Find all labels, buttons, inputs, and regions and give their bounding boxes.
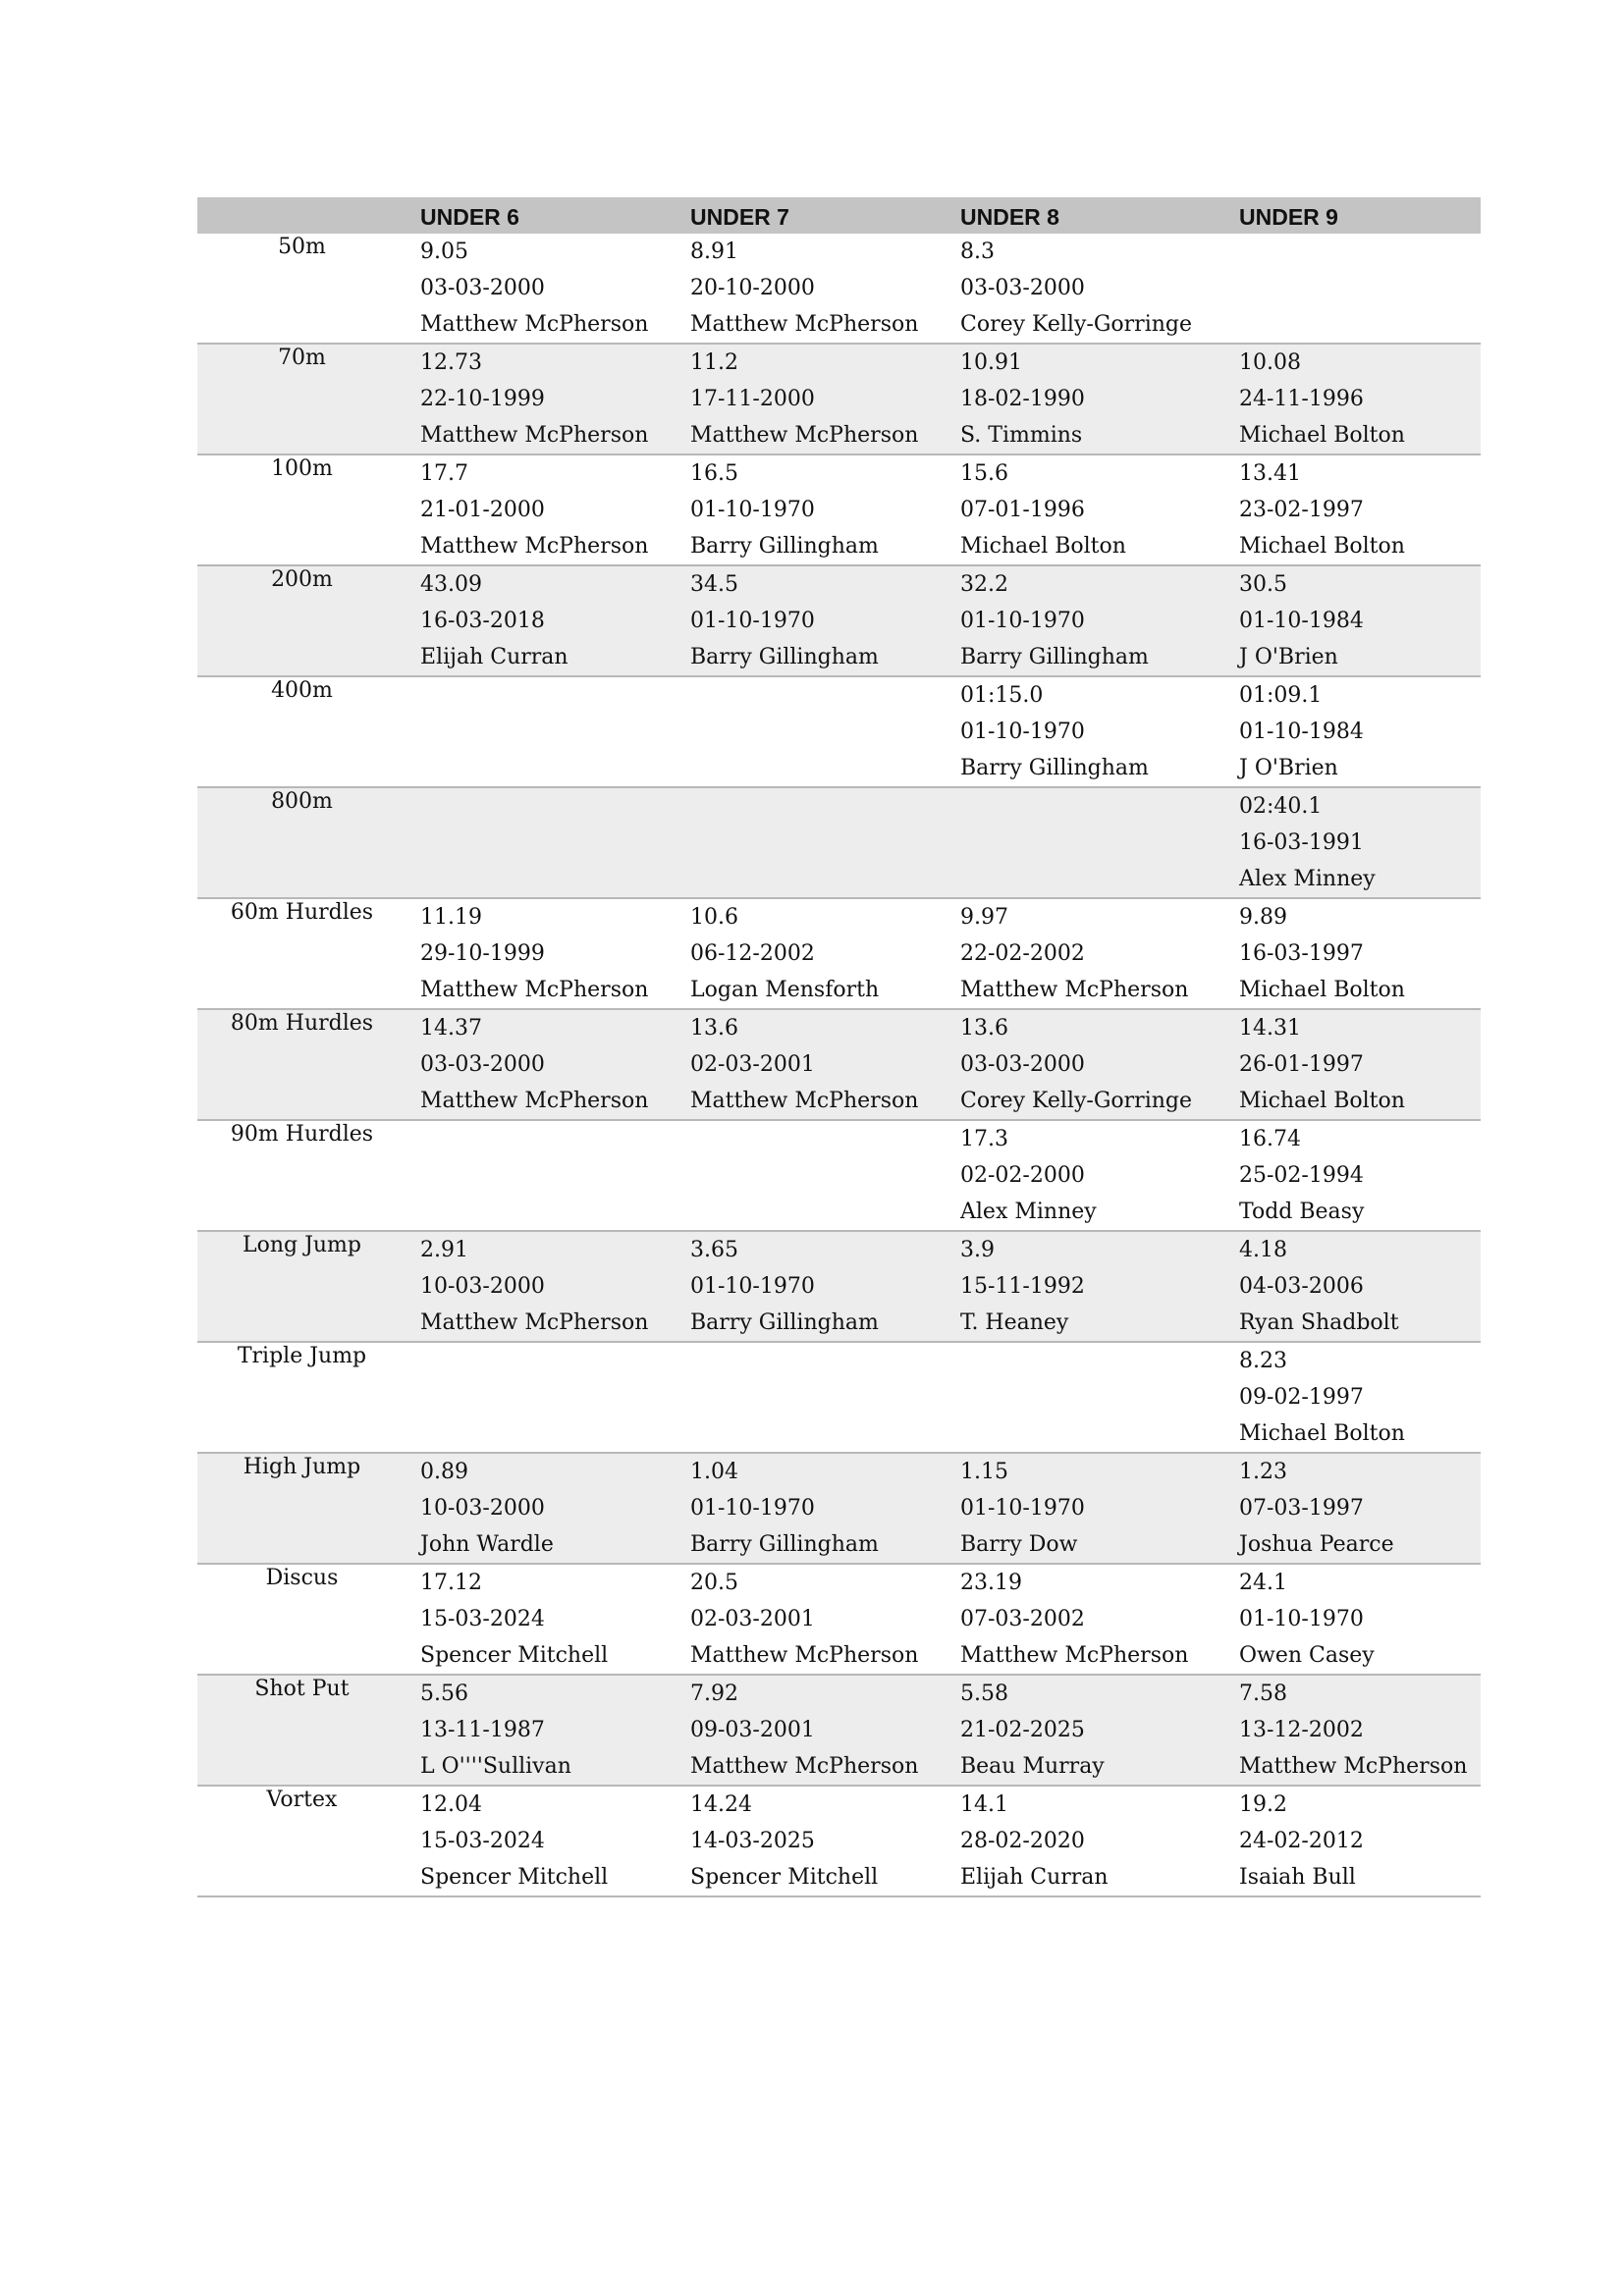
record-cell: [947, 1342, 1225, 1453]
table-row: [197, 1675, 1481, 1786]
record-holder: Matthew McPherson: [1239, 1754, 1468, 1779]
event-name: 50m: [197, 234, 406, 344]
event-name: Vortex: [197, 1786, 406, 1896]
event-name: 800m: [197, 787, 406, 898]
record-value: 15.6: [960, 461, 1008, 486]
record-value: 9.97: [960, 905, 1008, 930]
record-date: 28-02-2020: [960, 1829, 1085, 1853]
record-date: 18-02-1990: [960, 387, 1085, 411]
record-date: 01-10-1970: [1239, 1607, 1364, 1631]
table-row: [197, 1342, 1481, 1453]
record-holder: Michael Bolton: [1239, 534, 1405, 559]
record-date: 16-03-2018: [420, 609, 545, 633]
record-cell: [406, 454, 677, 565]
record-cell: [947, 1564, 1225, 1675]
record-date: 06-12-2002: [690, 941, 815, 966]
record-holder: Matthew McPherson: [960, 1643, 1189, 1668]
record-holder: J O'Brien: [1239, 756, 1338, 780]
record-value: 16.5: [690, 461, 738, 486]
record-cell: [406, 1231, 677, 1342]
record-holder: Spencer Mitchell: [420, 1865, 609, 1890]
record-holder: Matthew McPherson: [690, 1754, 919, 1779]
record-date: 23-02-1997: [1239, 498, 1364, 522]
record-date: 22-02-2002: [960, 941, 1085, 966]
record-date: 16-03-1997: [1239, 941, 1364, 966]
record-cell: [677, 454, 947, 565]
record-holder: Beau Murray: [960, 1754, 1105, 1779]
record-holder: L O''''Sullivan: [420, 1754, 571, 1779]
table-row: [197, 1231, 1481, 1342]
record-value: 4.18: [1239, 1238, 1287, 1262]
record-value: 24.1: [1239, 1571, 1287, 1595]
record-date: 15-11-1992: [960, 1274, 1085, 1299]
record-holder: Matthew McPherson: [420, 312, 649, 337]
record-date: 01-10-1970: [960, 1496, 1085, 1521]
record-value: 3.9: [960, 1238, 995, 1262]
record-date: 04-03-2006: [1239, 1274, 1364, 1299]
record-value: 2.91: [420, 1238, 468, 1262]
header-under-6: UNDER 6: [406, 197, 677, 234]
record-holder: Matthew McPherson: [420, 978, 649, 1002]
record-cell: [1225, 1231, 1481, 1342]
table-header-row: [197, 197, 1481, 234]
record-value: 14.37: [420, 1016, 482, 1041]
record-date: 10-03-2000: [420, 1496, 545, 1521]
record-cell: [947, 1231, 1225, 1342]
record-date: 03-03-2000: [420, 1052, 545, 1077]
record-cell: [947, 676, 1225, 787]
record-date: 03-03-2000: [960, 276, 1085, 300]
record-cell: [947, 234, 1225, 344]
record-date: 09-02-1997: [1239, 1385, 1364, 1410]
record-value: 8.23: [1239, 1349, 1287, 1373]
event-name: Discus: [197, 1564, 406, 1675]
record-value: 12.73: [420, 350, 482, 375]
record-holder: Matthew McPherson: [420, 1310, 649, 1335]
event-name: 80m Hurdles: [197, 1009, 406, 1120]
record-cell: [677, 1342, 947, 1453]
event-name: Long Jump: [197, 1231, 406, 1342]
record-cell: [406, 787, 677, 898]
table-row: [197, 565, 1481, 676]
record-value: 19.2: [1239, 1792, 1287, 1817]
record-holder: Alex Minney: [960, 1200, 1097, 1224]
record-value: 16.74: [1239, 1127, 1301, 1151]
record-value: 9.89: [1239, 905, 1287, 930]
record-date: 01-10-1970: [690, 1274, 815, 1299]
record-value: 34.5: [690, 572, 738, 597]
record-cell: [406, 898, 677, 1009]
event-name: 200m: [197, 565, 406, 676]
record-value: 10.08: [1239, 350, 1301, 375]
record-cell: [947, 344, 1225, 454]
record-date: 09-03-2001: [690, 1718, 815, 1742]
record-holder: J O'Brien: [1239, 645, 1338, 669]
record-cell: [1225, 344, 1481, 454]
record-cell: [947, 1786, 1225, 1896]
record-value: 02:40.1: [1239, 794, 1323, 819]
record-cell: [406, 676, 677, 787]
record-value: 43.09: [420, 572, 482, 597]
record-date: 02-03-2001: [690, 1607, 815, 1631]
record-date: 07-03-2002: [960, 1607, 1085, 1631]
record-holder: Matthew McPherson: [690, 1643, 919, 1668]
record-cell: [406, 1342, 677, 1453]
record-date: 17-11-2000: [690, 387, 815, 411]
record-holder: Ryan Shadbolt: [1239, 1310, 1399, 1335]
record-value: 3.65: [690, 1238, 738, 1262]
record-value: 1.23: [1239, 1460, 1287, 1484]
record-cell: [1225, 1120, 1481, 1231]
record-holder: Owen Casey: [1239, 1643, 1375, 1668]
record-cell: [677, 1009, 947, 1120]
record-value: 13.41: [1239, 461, 1301, 486]
event-name: 100m: [197, 454, 406, 565]
record-date: 01-10-1970: [690, 498, 815, 522]
record-holder: Matthew McPherson: [690, 1089, 919, 1113]
table-row: [197, 1564, 1481, 1675]
record-cell: [406, 1009, 677, 1120]
record-value: 1.15: [960, 1460, 1008, 1484]
record-value: 7.92: [690, 1682, 738, 1706]
record-holder: Matthew McPherson: [420, 534, 649, 559]
record-value: 01:09.1: [1239, 683, 1323, 708]
record-cell: [947, 565, 1225, 676]
record-cell: [406, 1786, 677, 1896]
record-holder: Corey Kelly-Gorringe: [960, 1089, 1192, 1113]
record-holder: Elijah Curran: [960, 1865, 1109, 1890]
record-holder: Matthew McPherson: [960, 978, 1189, 1002]
record-value: 10.91: [960, 350, 1022, 375]
record-cell: [406, 1564, 677, 1675]
record-cell: [947, 787, 1225, 898]
record-cell: [947, 1009, 1225, 1120]
record-date: 29-10-1999: [420, 941, 545, 966]
table-row: [197, 898, 1481, 1009]
record-date: 01-10-1970: [690, 609, 815, 633]
record-date: 25-02-1994: [1239, 1163, 1364, 1188]
record-holder: Michael Bolton: [1239, 978, 1405, 1002]
record-value: 14.31: [1239, 1016, 1301, 1041]
record-value: 9.05: [420, 240, 468, 264]
record-holder: Michael Bolton: [1239, 1089, 1405, 1113]
record-date: 14-03-2025: [690, 1829, 815, 1853]
event-name: Shot Put: [197, 1675, 406, 1786]
record-cell: [677, 1120, 947, 1231]
record-value: 17.12: [420, 1571, 482, 1595]
record-cell: [406, 234, 677, 344]
table-row: [197, 234, 1481, 344]
table-row: [197, 344, 1481, 454]
record-holder: Elijah Curran: [420, 645, 568, 669]
record-holder: Barry Dow: [960, 1532, 1078, 1557]
record-holder: Michael Bolton: [1239, 423, 1405, 448]
record-cell: [947, 1120, 1225, 1231]
record-cell: [1225, 454, 1481, 565]
record-holder: Barry Gillingham: [690, 645, 879, 669]
record-date: 10-03-2000: [420, 1274, 545, 1299]
record-date: 22-10-1999: [420, 387, 545, 411]
record-cell: [677, 1786, 947, 1896]
record-cell: [947, 1675, 1225, 1786]
record-value: 13.6: [690, 1016, 738, 1041]
record-holder: Barry Gillingham: [690, 1532, 879, 1557]
event-name: 90m Hurdles: [197, 1120, 406, 1231]
record-value: 14.24: [690, 1792, 752, 1817]
record-date: 15-03-2024: [420, 1607, 545, 1631]
record-date: 03-03-2000: [960, 1052, 1085, 1077]
header-under-9: UNDER 9: [1225, 197, 1481, 234]
record-cell: [406, 344, 677, 454]
record-cell: [406, 1120, 677, 1231]
record-date: 07-01-1996: [960, 498, 1085, 522]
record-holder: Matthew McPherson: [690, 423, 919, 448]
record-value: 17.7: [420, 461, 468, 486]
record-cell: [1225, 787, 1481, 898]
record-date: 16-03-1991: [1239, 830, 1364, 855]
record-date: 01-10-1970: [960, 720, 1085, 744]
record-date: 02-02-2000: [960, 1163, 1085, 1188]
record-value: 17.3: [960, 1127, 1008, 1151]
record-cell: [677, 787, 947, 898]
event-name: 400m: [197, 676, 406, 787]
record-value: 13.6: [960, 1016, 1008, 1041]
record-value: 5.56: [420, 1682, 468, 1706]
record-date: 20-10-2000: [690, 276, 815, 300]
record-holder: John Wardle: [420, 1532, 554, 1557]
record-cell: [1225, 676, 1481, 787]
record-cell: [677, 565, 947, 676]
table-row: [197, 1009, 1481, 1120]
record-date: 01-10-1984: [1239, 720, 1364, 744]
header-under-8: UNDER 8: [947, 197, 1225, 234]
record-value: 11.2: [690, 350, 738, 375]
record-holder: Joshua Pearce: [1239, 1532, 1394, 1557]
record-value: 23.19: [960, 1571, 1022, 1595]
record-holder: Michael Bolton: [1239, 1421, 1405, 1446]
table-row: [197, 787, 1481, 898]
record-holder: Michael Bolton: [960, 534, 1126, 559]
record-holder: T. Heaney: [960, 1310, 1069, 1335]
record-value: 1.04: [690, 1460, 738, 1484]
record-date: 01-10-1984: [1239, 609, 1364, 633]
record-date: 24-02-2012: [1239, 1829, 1364, 1853]
table-row: [197, 676, 1481, 787]
event-name: High Jump: [197, 1453, 406, 1564]
record-date: 26-01-1997: [1239, 1052, 1364, 1077]
record-value: 8.91: [690, 240, 738, 264]
record-cell: [1225, 234, 1481, 344]
record-holder: Alex Minney: [1239, 867, 1376, 891]
record-date: 15-03-2024: [420, 1829, 545, 1853]
record-holder: Matthew McPherson: [690, 312, 919, 337]
record-value: 10.6: [690, 905, 738, 930]
record-cell: [947, 454, 1225, 565]
event-name: 60m Hurdles: [197, 898, 406, 1009]
record-value: 30.5: [1239, 572, 1287, 597]
record-cell: [1225, 1009, 1481, 1120]
record-value: 0.89: [420, 1460, 468, 1484]
record-cell: [1225, 1786, 1481, 1896]
record-cell: [406, 565, 677, 676]
record-holder: Barry Gillingham: [960, 756, 1149, 780]
record-date: 13-12-2002: [1239, 1718, 1364, 1742]
record-holder: Todd Beasy: [1239, 1200, 1365, 1224]
record-date: 03-03-2000: [420, 276, 545, 300]
record-cell: [947, 898, 1225, 1009]
header-event-column: [197, 197, 406, 234]
record-value: 32.2: [960, 572, 1008, 597]
header-under-7: UNDER 7: [677, 197, 947, 234]
record-value: 5.58: [960, 1682, 1008, 1706]
record-cell: [677, 676, 947, 787]
event-name: 70m: [197, 344, 406, 454]
records-body: [197, 234, 1481, 1896]
record-value: 01:15.0: [960, 683, 1044, 708]
record-holder: Barry Gillingham: [690, 1310, 879, 1335]
record-value: 11.19: [420, 905, 482, 930]
table-row: [197, 1786, 1481, 1896]
record-value: 8.3: [960, 240, 995, 264]
record-holder: Matthew McPherson: [420, 1089, 649, 1113]
record-date: 07-03-1997: [1239, 1496, 1364, 1521]
record-holder: Matthew McPherson: [420, 423, 649, 448]
record-cell: [677, 344, 947, 454]
record-cell: [677, 1231, 947, 1342]
record-cell: [677, 1453, 947, 1564]
record-date: 21-02-2025: [960, 1718, 1085, 1742]
record-holder: Logan Mensforth: [690, 978, 880, 1002]
record-cell: [406, 1453, 677, 1564]
record-value: 20.5: [690, 1571, 738, 1595]
event-name: Triple Jump: [197, 1342, 406, 1453]
record-date: 01-10-1970: [690, 1496, 815, 1521]
record-holder: S. Timmins: [960, 423, 1083, 448]
record-holder: Isaiah Bull: [1239, 1865, 1356, 1890]
record-cell: [1225, 1675, 1481, 1786]
record-date: 24-11-1996: [1239, 387, 1364, 411]
record-cell: [677, 898, 947, 1009]
record-cell: [1225, 1564, 1481, 1675]
record-holder: Spencer Mitchell: [690, 1865, 879, 1890]
record-cell: [947, 1453, 1225, 1564]
table-row: [197, 1120, 1481, 1231]
record-holder: Corey Kelly-Gorringe: [960, 312, 1192, 337]
record-date: 01-10-1970: [960, 609, 1085, 633]
table-row: [197, 454, 1481, 565]
record-cell: [1225, 1342, 1481, 1453]
record-cell: [1225, 898, 1481, 1009]
record-cell: [677, 1564, 947, 1675]
record-cell: [677, 1675, 947, 1786]
record-value: 12.04: [420, 1792, 482, 1817]
records-table: [197, 197, 1481, 1897]
record-date: 13-11-1987: [420, 1718, 545, 1742]
record-date: 02-03-2001: [690, 1052, 815, 1077]
record-cell: [406, 1675, 677, 1786]
record-holder: Barry Gillingham: [690, 534, 879, 559]
record-holder: Spencer Mitchell: [420, 1643, 609, 1668]
record-date: 21-01-2000: [420, 498, 545, 522]
record-value: 14.1: [960, 1792, 1008, 1817]
record-cell: [1225, 1453, 1481, 1564]
record-value: 7.58: [1239, 1682, 1287, 1706]
record-cell: [1225, 565, 1481, 676]
record-holder: Barry Gillingham: [960, 645, 1149, 669]
table-row: [197, 1453, 1481, 1564]
record-cell: [677, 234, 947, 344]
